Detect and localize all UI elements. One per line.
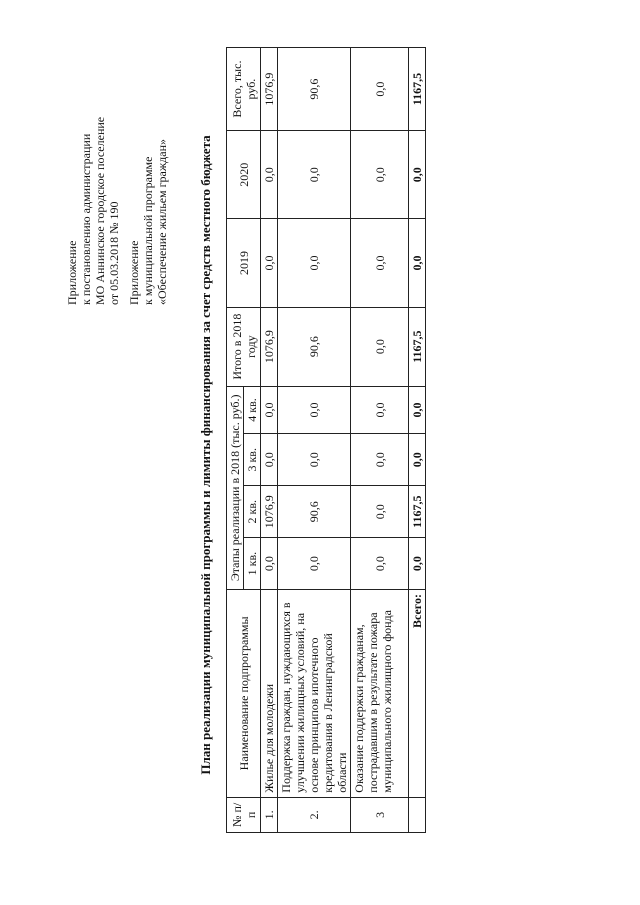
- row-num: 2.: [278, 797, 351, 832]
- header-q1: 1 кв.: [244, 538, 261, 590]
- total-q1: 0,0: [409, 538, 426, 590]
- row-q1: 0,0: [278, 538, 351, 590]
- row-2019: 0,0: [278, 219, 351, 307]
- row-q4: 0,0: [351, 386, 409, 434]
- table-total-row: [409, 48, 426, 833]
- appendix-program-name: «Обеспечение жильем граждан»: [155, 138, 169, 305]
- appendix-admin-date: от 05.03.2018 № 190: [107, 201, 121, 305]
- row-2020: 0,0: [261, 131, 278, 219]
- row-name: Жилье для молодежи: [261, 590, 278, 798]
- total-label: Всего:: [409, 590, 426, 798]
- row-q2: 1076,9: [261, 486, 278, 538]
- appendix-admin-line: Приложение: [65, 240, 79, 305]
- total-2019: 0,0: [409, 219, 426, 307]
- total-sum: 1167,5: [409, 48, 426, 131]
- total-q2: 1167,5: [409, 486, 426, 538]
- row-total: 0,0: [351, 48, 409, 131]
- header-2019: 2019: [227, 219, 261, 307]
- row-total-2018: 90,6: [278, 307, 351, 386]
- row-q3: 0,0: [261, 434, 278, 486]
- total-num-cell: [409, 797, 426, 832]
- appendix-admin-block: [65, 5, 121, 305]
- row-num: 3: [351, 797, 409, 832]
- total-q4: 0,0: [409, 386, 426, 434]
- total-2018: 1167,5: [409, 307, 426, 386]
- row-q3: 0,0: [278, 434, 351, 486]
- row-2019: 0,0: [351, 219, 409, 307]
- row-2020: 0,0: [351, 131, 409, 219]
- row-total-2018: 0,0: [351, 307, 409, 386]
- header-total: Всего, тыс. руб.: [227, 48, 261, 131]
- row-q2: 90,6: [278, 486, 351, 538]
- appendix-admin-line: МО Аннинское городское поселение: [93, 116, 107, 305]
- row-q3: 0,0: [351, 434, 409, 486]
- table-row: [351, 48, 409, 833]
- row-2019: 0,0: [261, 219, 278, 307]
- row-q4: 0,0: [278, 386, 351, 434]
- plan-table: [226, 47, 426, 833]
- row-name: Оказание поддержки гражданам, пострадавшим в результате пожара муниципального жилищного фонда: [351, 590, 409, 798]
- document-title: План реализации муниципальной программы и лимиты финансирования за счет средств местного бюджета: [198, 135, 213, 775]
- header-stages: Этапы реализации в 2018 (тыс. руб.): [227, 386, 244, 589]
- row-total: 90,6: [278, 48, 351, 131]
- row-total-2018: 1076,9: [261, 307, 278, 386]
- row-q1: 0,0: [261, 538, 278, 590]
- table-row: [261, 48, 278, 833]
- header-num: № п/п: [227, 797, 261, 832]
- header-total-2018: Итого в 2018 году: [227, 307, 261, 386]
- table-header-row: [227, 48, 244, 833]
- row-q4: 0,0: [261, 386, 278, 434]
- header-q3: 3 кв.: [244, 434, 261, 486]
- row-num: 1.: [261, 797, 278, 832]
- header-name: Наименование подпрограммы: [227, 590, 261, 798]
- row-2020: 0,0: [278, 131, 351, 219]
- appendix-admin-line: к постановлению администрации: [79, 133, 93, 305]
- header-2020: 2020: [227, 131, 261, 219]
- header-q2: 2 кв.: [244, 486, 261, 538]
- row-q1: 0,0: [351, 538, 409, 590]
- total-q3: 0,0: [409, 434, 426, 486]
- header-q4: 4 кв.: [244, 386, 261, 434]
- table-row: [278, 48, 351, 833]
- appendix-program-line: Приложение: [127, 240, 141, 305]
- appendix-program-block: [127, 5, 169, 305]
- total-2020: 0,0: [409, 131, 426, 219]
- row-q2: 0,0: [351, 486, 409, 538]
- row-name: Поддержка граждан, нуждающихся в улучшении жилищных условий, на основе принципов ипотечного кредитования в Ленинградской области: [278, 590, 351, 798]
- appendix-program-line: к муниципальной программе: [141, 156, 155, 305]
- row-total: 1076,9: [261, 48, 278, 131]
